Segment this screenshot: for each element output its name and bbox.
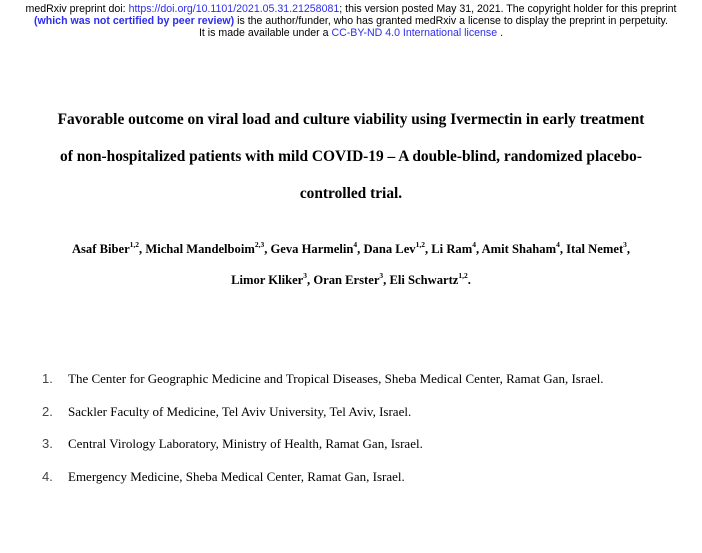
author-separator: , (383, 273, 390, 287)
license-notice: is the author/funder, who has granted medRxiv a license to display the preprint in perpetuity. (234, 15, 668, 28)
license-prefix: It is made available under a (198, 27, 332, 40)
header-doi-prefix: medRxiv preprint doi: (25, 3, 129, 15)
affiliation-item (0, 371, 702, 404)
license-suffix: . (497, 27, 504, 40)
author-list (0, 234, 702, 296)
affiliation-text: Central Virology Laboratory, Ministry of Health, Ramat Gan, Israel. (68, 436, 423, 452)
affiliation-item (0, 436, 702, 469)
header-line-1 (0, 3, 702, 15)
title-line-3: controlled trial. (299, 185, 403, 202)
affiliation-number: 3. (42, 436, 53, 452)
author-separator: , (424, 242, 432, 256)
author-separator: , (357, 242, 364, 256)
author-affiliation-marker: 3 (303, 270, 308, 280)
author-name: Dana Lev (363, 242, 416, 256)
affiliation-number: 2. (42, 403, 53, 419)
paper-title (0, 101, 702, 212)
author-name: Michal Mandelboim (145, 242, 255, 256)
affiliation-list (0, 371, 702, 502)
author-separator: , (559, 242, 567, 256)
header-line-3 (0, 27, 702, 39)
title-line-1: Favorable outcome on viral load and culture viability using Ivermectin in early treatment (57, 111, 645, 128)
affiliation-item (0, 469, 702, 502)
title-line-2: of non-hospitalized patients with mild COVID-19 – A double-blind, randomized placebo- (60, 148, 642, 165)
author-name: Oran Erster (313, 273, 380, 287)
affiliation-item (0, 404, 702, 437)
author-affiliation-marker: 4 (556, 239, 560, 249)
author-affiliation-marker: 4 (353, 239, 358, 249)
affiliation-number: 4. (42, 469, 53, 485)
header-posted-text: ; this version posted May 31, 2021. The copyright holder for this preprint (339, 3, 677, 15)
author-affiliation-marker: 1,2 (415, 239, 425, 249)
affiliation-number: 1. (42, 371, 53, 386)
author-separator: , (139, 242, 146, 256)
author-list-end: . (467, 273, 471, 287)
author-name: Limor Kliker (231, 273, 304, 287)
affiliation-text: The Center for Geographic Medicine and Tropical Diseases, Sheba Medical Center, Ramat Gan, Israel. (68, 371, 604, 386)
peer-review-notice: (which was not certified by peer review) (34, 15, 235, 28)
preprint-header (0, 3, 702, 40)
author-separator: , (626, 242, 631, 256)
author-name: Amit Shaham (481, 242, 557, 256)
author-name: Eli Schwartz (389, 273, 459, 287)
author-separator: , (264, 242, 271, 256)
author-affiliation-marker: 1,2 (129, 239, 140, 249)
header-line-2 (0, 15, 702, 27)
author-affiliation-marker: 3 (623, 239, 627, 249)
affiliation-text: Emergency Medicine, Sheba Medical Center, Ramat Gan, Israel. (68, 469, 405, 485)
author-name: Geva Harmelin (270, 242, 354, 256)
author-affiliation-marker: 1,2 (458, 270, 468, 280)
author-affiliation-marker: 2,3 (254, 239, 265, 249)
author-affiliation-marker: 3 (379, 270, 384, 280)
license-link[interactable]: CC-BY-ND 4.0 International license (331, 27, 498, 40)
doi-link[interactable]: https://doi.org/10.1101/2021.05.31.21258081 (128, 3, 340, 15)
author-name: Asaf Biber (71, 242, 130, 256)
author-name: Li Ram (431, 242, 473, 256)
author-line-2 (0, 265, 702, 296)
author-separator: , (307, 273, 314, 287)
author-line-1 (0, 234, 702, 265)
author-name: Ital Nemet (566, 242, 624, 256)
author-affiliation-marker: 4 (472, 239, 476, 249)
author-separator: , (475, 242, 482, 256)
affiliation-text: Sackler Faculty of Medicine, Tel Aviv University, Tel Aviv, Israel. (68, 403, 412, 419)
